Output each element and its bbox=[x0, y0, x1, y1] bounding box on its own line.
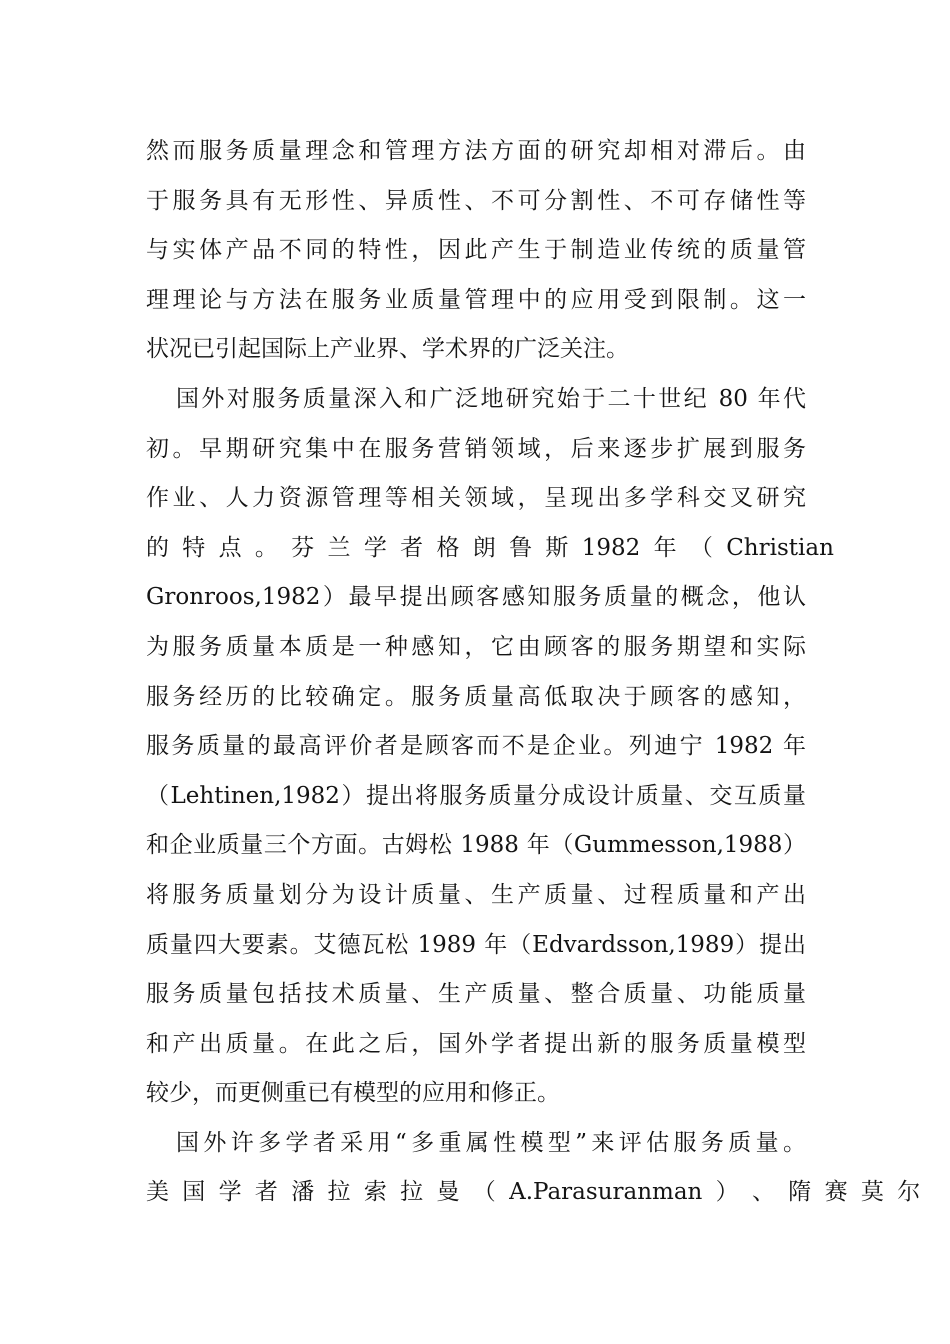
text-line: 国外许多学者采用“多重属性模型”来评估服务质量。 bbox=[176, 1129, 806, 1156]
text-line: Gronroos,1982）最早提出顾客感知服务质量的概念，他认 bbox=[146, 584, 806, 611]
text-line: 的 特 点 。 芬 兰 学 者 格 朗 鲁 斯 1982 年 （ Christian bbox=[146, 534, 834, 561]
text-line: 然而服务质量理念和管理方法方面的研究却相对滞后。由 bbox=[146, 138, 806, 164]
text-line: 服务经历的比较确定。服务质量高低取决于顾客的感知， bbox=[146, 683, 806, 710]
text-line: 作业、人力资源管理等相关领域，呈现出多学科交叉研究 bbox=[146, 485, 806, 512]
text-line: 美 国 学 者 潘 拉 索 拉 曼 （ A.Parasuranman ） 、 隋 赛 莫 尔 bbox=[146, 1179, 921, 1206]
text-line: 将服务质量划分为设计质量、生产质量、过程质量和产出 bbox=[146, 881, 806, 908]
text-line: 与实体产品不同的特性，因此产生于制造业传统的质量管 bbox=[146, 237, 806, 264]
text-line: 较少，而更侧重已有模型的应用和修正。 bbox=[146, 1080, 560, 1107]
document-body bbox=[146, 127, 921, 1218]
paragraph bbox=[146, 1119, 921, 1218]
text-line: 服务质量包括技术质量、生产质量、整合质量、功能质量 bbox=[146, 981, 806, 1008]
text-line: 初。早期研究集中在服务营销领域，后来逐步扩展到服务 bbox=[146, 435, 806, 462]
text-line: 状况已引起国际上产业界、学术界的广泛关注。 bbox=[146, 336, 629, 363]
text-line: 于服务具有无形性、异质性、不可分割性、不可存储性等 bbox=[146, 187, 806, 214]
text-line: 和企业质量三个方面。古姆松 1988 年（Gummesson,1988） bbox=[146, 832, 806, 859]
text-line: 理理论与方法在服务业质量管理中的应用受到限制。这一 bbox=[146, 286, 806, 313]
paragraph bbox=[146, 375, 834, 1119]
text-line: （Lehtinen,1982）提出将服务质量分成设计质量、交互质量 bbox=[146, 782, 806, 809]
text-line: 国外对服务质量深入和广泛地研究始于二十世纪 80 年代 bbox=[176, 385, 806, 412]
paragraph bbox=[146, 127, 806, 375]
text-line: 和产出质量。在此之后，国外学者提出新的服务质量模型 bbox=[146, 1030, 806, 1057]
text-line: 服务质量的最高评价者是顾客而不是企业。列迪宁 1982 年 bbox=[146, 733, 806, 760]
text-line: 质量四大要素。艾德瓦松 1989 年（Edvardsson,1989）提出 bbox=[146, 931, 806, 958]
text-line: 为服务质量本质是一种感知，它由顾客的服务期望和实际 bbox=[146, 633, 806, 660]
